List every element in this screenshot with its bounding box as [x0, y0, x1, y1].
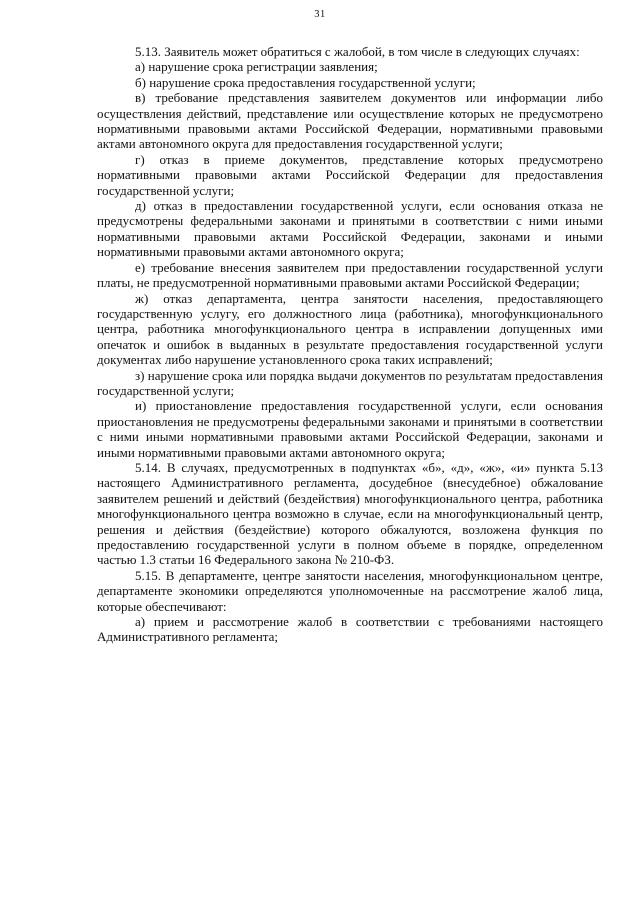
list-item-b: б) нарушение срока предоставления государственной услуги;	[135, 74, 476, 90]
list-item-v: в) требование представления заявителем документов или информации либо осуществления действий, представление или осуществление которых не предусмотрено нормативными правовыми актами Российской Федерации, нормативными правовыми актами автономного округа для предоставления государственной услуги;	[97, 90, 603, 152]
list-item-z: з) нарушение срока или порядка выдачи документов по результатам предоставления государственной услуги;	[97, 367, 603, 398]
list-item-g: г) отказ в приеме документов, представление которых предусмотрено нормативными правовыми актами Российской Федерации для предоставления государственной услуги;	[97, 151, 603, 198]
document-body	[97, 44, 603, 645]
paragraph-5-15: 5.15. В департаменте, центре занятости населения, многофункциональном центре, департаменте экономики определяются уполномоченные на рассмотрение жалоб лица, которые обеспечивают:	[97, 567, 603, 614]
list-item-e: е) требование внесения заявителем при предоставлении государственной услуги платы, не предусмотренной нормативными правовыми актами Российской Федерации;	[97, 259, 603, 291]
list-item-a: а) нарушение срока регистрации заявления;	[135, 59, 378, 75]
paragraph-5-13: 5.13. Заявитель может обратиться с жалобой, в том числе в следующих случаях:	[135, 44, 580, 59]
paragraph-5-14: 5.14. В случаях, предусмотренных в подпунктах «б», «д», «ж», «и» пункта 5.13 настоящего Административного регламента, досудебное (внесудебное) обжалование заявителем решений и действий (бездействия) многофункционального центра, работника многофункционального центра возможно в случае, если на многофункциональный центр, решения и действия (бездействие) которого обжалуются, возложена функция по предоставлению государственной услуги в полном объеме в порядке, определенном частью 1.3 статьи 16 Федерального закона № 210-ФЗ.	[97, 459, 603, 568]
page-number: 31	[314, 9, 326, 20]
list-item-d: д) отказ в предоставлении государственной услуги, если основания отказа не предусмотрены федеральными законами и принятыми в соответствии с ними иными нормативными правовыми актами Российской Федерации, законами и иными нормативными правовыми актами автономного округа;	[97, 198, 603, 260]
list-item-zh: ж) отказ департамента, центра занятости населения, предоставляющего государственную услугу, его должностного лица (работника), многофункционального центра, работника многофункционального центра в исправлении допущенных ими опечаток и ошибок в выданных в результате предоставления государственной услуги документах либо нарушение установленного срока таких исправлений;	[97, 290, 603, 368]
list-item-a-2: а) прием и рассмотрение жалоб в соответствии с требованиями настоящего Административного регламента;	[97, 614, 603, 645]
list-item-i: и) приостановление предоставления государственной услуги, если основания приостановления не предусмотрены федеральными законами и принятыми в соответствии с ними иными нормативными правовыми актами Российской Федерации, законами и иными нормативными правовыми актами автономного округа;	[97, 398, 603, 460]
